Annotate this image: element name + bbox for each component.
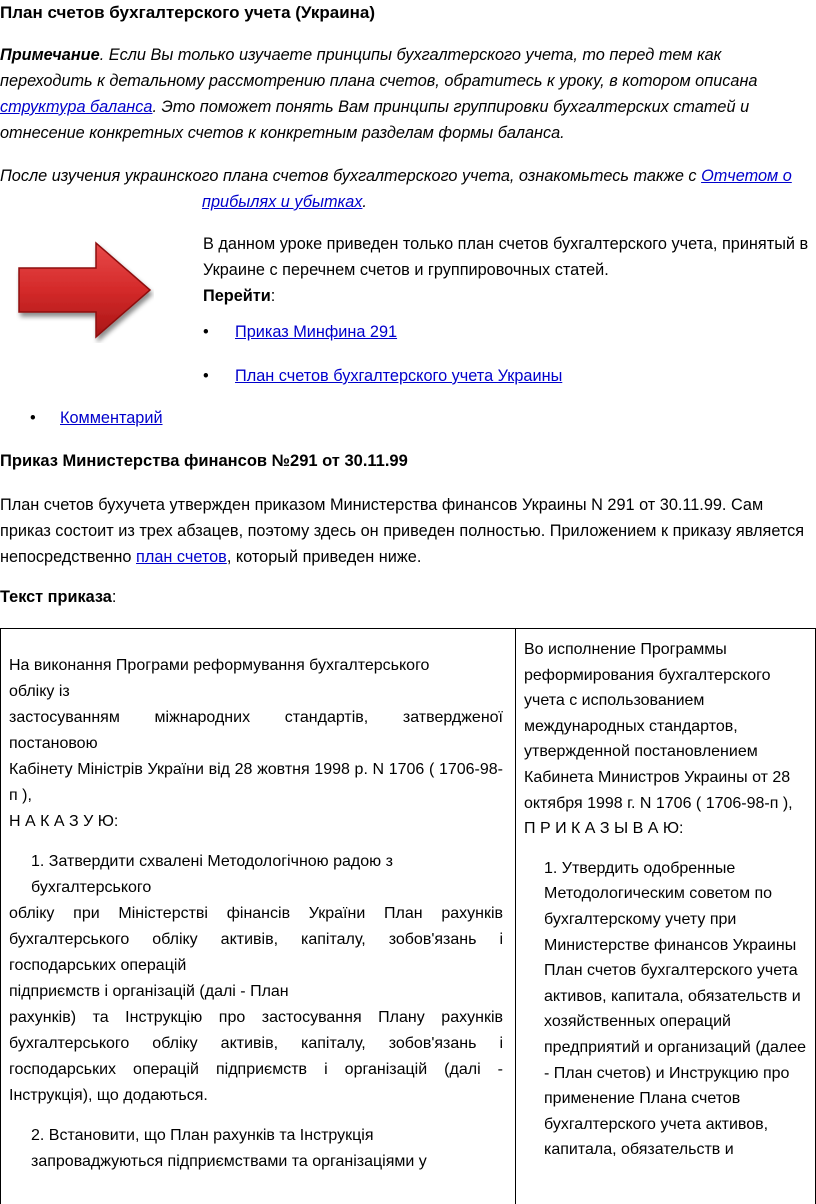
note-paragraph: [0, 42, 805, 146]
chart-of-accounts-link[interactable]: План счетов бухгалтерского учета Украины: [235, 367, 563, 385]
goto-label: Перейти: [203, 287, 271, 305]
note-label: Примечание: [0, 46, 100, 64]
after-study-paragraph: [0, 163, 815, 215]
note-text-2: . Это поможет понять Вам принципы группировки бухгалтерских статей и отнесение конкретных счетов к конкретным разделам формы баланса.: [0, 98, 750, 142]
order-291-link[interactable]: Приказ Минфина 291: [235, 323, 398, 341]
ukrainian-text-cell: [1, 629, 516, 1204]
red-right-arrow-icon: [16, 240, 154, 343]
ua-item-1b: обліку при Міністерстві фінансів України План рахунків бухгалтерського обліку активів, капіталу, зобов'язань і господарських операцій: [9, 905, 503, 974]
ua-item-1d: рахунків) та Інструкцію про застосування Плану рахунків бухгалтерського обліку активів, капіталу, зобов'язань і господарських операцій підприємств і організацій (далі - Інструкція), що додаються.: [9, 1009, 503, 1104]
bullet-icon: •: [30, 409, 36, 427]
income-statement-link-part-1[interactable]: Отчетом о: [701, 167, 792, 185]
ua-line-3: застосуванням міжнародних стандартів, затвердженої постановою: [9, 709, 503, 752]
ru-para-1: Во исполнение Программы реформирования бухгалтерского учета с использованием международных стандартов, утвержденной постановлением Кабинета Министров Украины от 28 октября 1998 г. N 1706 ( 1706-98-п ),: [524, 641, 793, 812]
bullet-icon: •: [203, 323, 209, 341]
ua-line-5: Н А К А З У Ю:: [9, 813, 119, 830]
lesson-intro: [203, 231, 815, 309]
ua-item-2: 2. Встановити, що План рахунків та Інструкція запроваджуються підприємствами та організаціями у: [31, 1127, 427, 1170]
order-text-label: [0, 588, 116, 607]
lesson-text: В данном уроке приведен только план счетов бухгалтерского учета, принятый в Украине с перечнем счетов и группировочных статей.: [203, 235, 809, 279]
ua-line-4: Кабінету Міністрів України від 28 жовтня 1998 р. N 1706 ( 1706-98-п ),: [9, 761, 503, 804]
after-end: .: [362, 193, 367, 211]
income-statement-link-part-2[interactable]: прибылях и убытках: [202, 193, 363, 211]
order-text-label-bold: Текст приказа: [0, 588, 112, 606]
goto-colon: :: [270, 287, 276, 305]
order-text-label-colon: :: [111, 588, 117, 606]
balance-structure-link[interactable]: структура баланса: [0, 98, 153, 116]
russian-text-cell: [516, 629, 816, 1204]
after-text: После изучения украинского плана счетов бухгалтерского учета, ознакомьтесь также с: [0, 167, 702, 185]
bullet-icon: •: [203, 367, 209, 385]
chart-link[interactable]: план счетов: [136, 548, 227, 566]
ru-item-1: 1. Утвердить одобренные Методологическим советом по бухгалтерскому учету при Министерстве финансов Украины План счетов бухгалтерского учета активов, капитала, обязательств и хозяйственных операций предприятий и организаций (далее - План счетов) и Инструкцию про применение Плана счетов бухгалтерского учета активов, капитала, обязательств и: [544, 859, 807, 1159]
order-text-2: , который приведен ниже.: [226, 548, 422, 566]
order-description: [0, 492, 808, 570]
ua-item-1a: 1. Затвердити схвалені Методологічною радою з бухгалтерського: [31, 853, 393, 896]
order-table: [0, 628, 816, 1204]
ua-line-1: На виконання Програми реформування бухгалтерського: [9, 657, 430, 674]
page-title: План счетов бухгалтерского учета (Украина): [0, 3, 376, 22]
ua-line-2: обліку із: [9, 683, 70, 700]
ru-order-word: П Р И К А З Ы В А Ю:: [524, 820, 684, 838]
order-heading: Приказ Министерства финансов №291 от 30.11.99: [0, 452, 408, 470]
order-text-1: План счетов бухучета утвержден приказом Министерства финансов Украины N 291 от 30.11.99. Сам приказ состоит из трех абзацев, поэтому здесь он приведен полностью. Приложением к приказу является непосредственно: [0, 496, 805, 566]
ua-item-1c: підприємств і організацій (далі - План: [9, 983, 289, 1000]
comment-link[interactable]: Комментарий: [60, 409, 163, 427]
note-text-1: . Если Вы только изучаете принципы бухгалтерского учета, то перед тем как переходить к детальному рассмотрению плана счетов, обратитесь к уроку, в котором описана: [0, 46, 758, 90]
